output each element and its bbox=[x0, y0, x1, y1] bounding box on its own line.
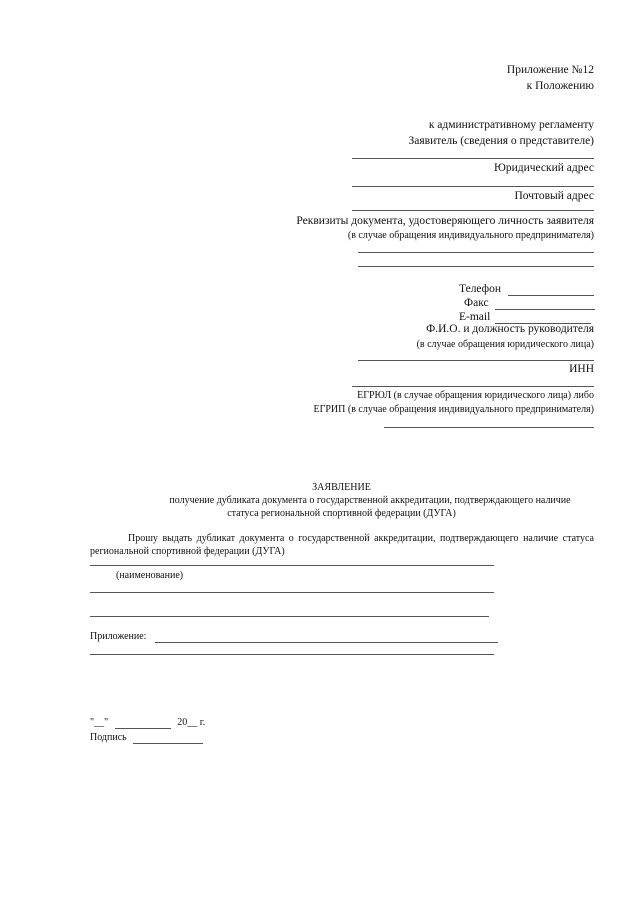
postal-address-line bbox=[352, 210, 594, 211]
fax-label: Факс bbox=[464, 297, 489, 309]
attachment-line bbox=[155, 642, 498, 643]
head-label: Ф.И.О. и должность руководителя bbox=[426, 323, 594, 335]
phone-line bbox=[508, 285, 594, 296]
statement-title: ЗАЯВЛЕНИЕ bbox=[312, 482, 371, 493]
applicant-line bbox=[352, 158, 594, 159]
legal-address-line bbox=[352, 186, 594, 187]
signature-label: Подпись bbox=[90, 732, 127, 743]
date-quote-open: " bbox=[90, 717, 95, 728]
fax-field bbox=[464, 297, 595, 310]
attachment-label: Приложение: bbox=[90, 631, 147, 642]
signature-field bbox=[90, 732, 203, 744]
regulation-label: к Положению bbox=[526, 80, 594, 92]
naming-line-2 bbox=[90, 592, 494, 593]
inn-label: ИНН bbox=[569, 363, 594, 375]
egrip-line bbox=[384, 427, 594, 428]
egrul-label: ЕГРЮЛ (в случае обращения юридического лица) либо bbox=[357, 390, 594, 401]
postal-address-label: Почтовый адрес bbox=[514, 190, 594, 202]
fax-line bbox=[495, 299, 595, 310]
attachment-line-2 bbox=[90, 654, 494, 655]
naming-line-3 bbox=[90, 616, 489, 617]
legal-address-label: Юридический адрес bbox=[494, 162, 594, 174]
statement-body: Прошу выдать дубликат документа о государственной аккредитации, подтверждающего наличие статуса региональной спортивной федерации (ДУГА) bbox=[90, 533, 594, 557]
signature-line bbox=[133, 733, 203, 744]
phone-label: Телефон bbox=[459, 283, 502, 295]
email-label: E-mail bbox=[459, 311, 491, 323]
inn-line bbox=[352, 386, 594, 387]
egrip-label: ЕГРИП (в случае обращения индивидуального предпринимателя) bbox=[313, 404, 594, 415]
date-month-line bbox=[115, 718, 171, 729]
id-doc-note: (в случае обращения индивидуального предпринимателя) bbox=[347, 230, 594, 241]
naming-label: (наименование) bbox=[116, 570, 184, 581]
head-note: (в случае обращения юридического лица) bbox=[416, 339, 594, 350]
statement-subtitle-1: получение дубликата документа о государственной аккредитации, подтверждающего наличие bbox=[169, 495, 571, 506]
phone-field bbox=[459, 283, 594, 296]
admin-regulation-label: к административному регламенту bbox=[428, 119, 594, 131]
head-line bbox=[358, 360, 594, 361]
id-doc-line-2 bbox=[358, 266, 594, 267]
id-doc-line-1 bbox=[358, 252, 594, 253]
date-quote-close: " bbox=[104, 717, 109, 728]
date-year: 20__ bbox=[177, 717, 198, 728]
appendix-label: Приложение №12 bbox=[506, 64, 594, 76]
date-day: __ bbox=[94, 717, 105, 728]
statement-subtitle-2: статуса региональной спортивной федерации (ДУГА) bbox=[227, 508, 456, 519]
applicant-title: Заявитель (сведения о представителе) bbox=[408, 135, 594, 147]
naming-line bbox=[90, 565, 494, 566]
id-doc-label: Реквизиты документа, удостоверяющего личность заявителя bbox=[296, 215, 594, 227]
date-year-suffix: г. bbox=[199, 717, 206, 728]
date-field bbox=[90, 717, 205, 729]
